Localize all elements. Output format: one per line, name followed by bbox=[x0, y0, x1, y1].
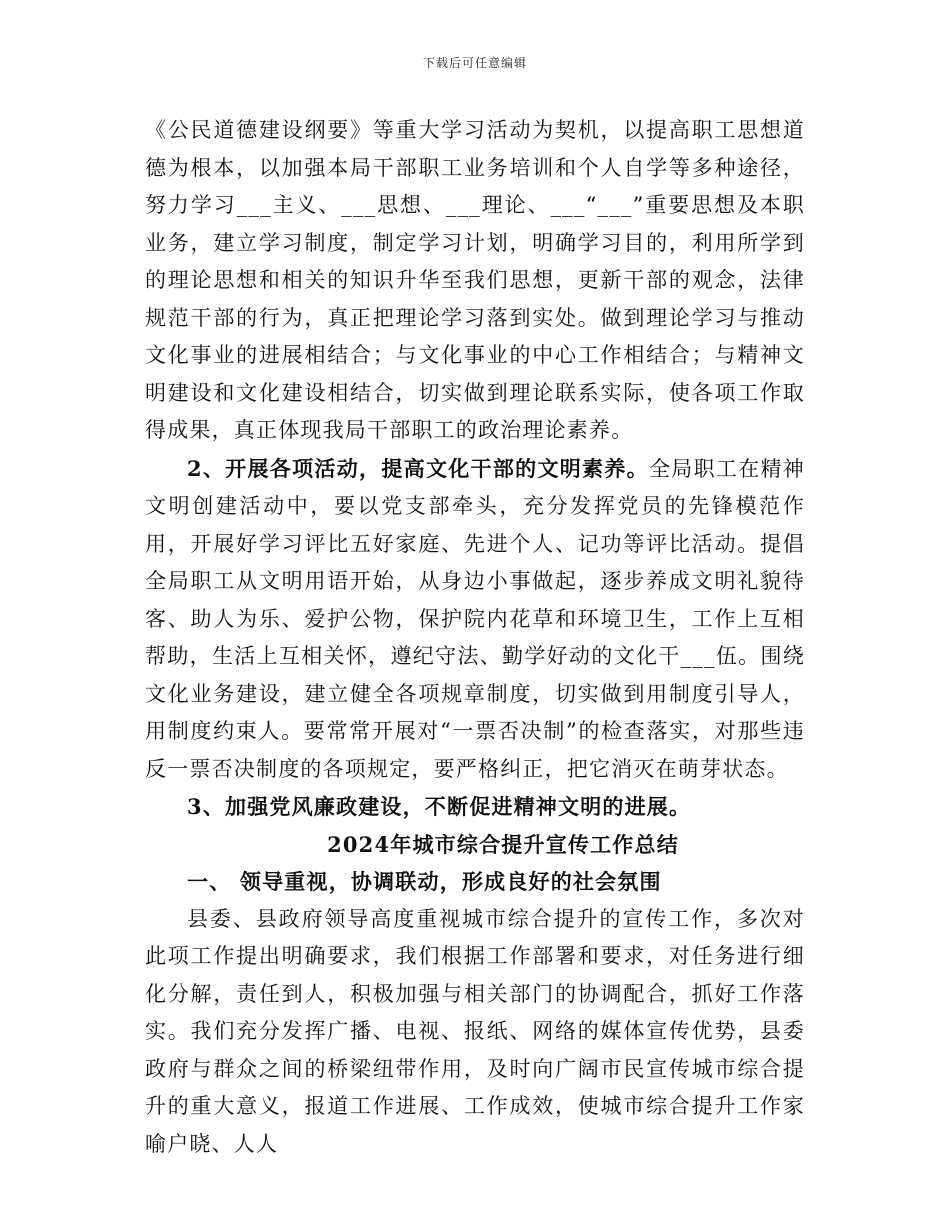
paragraph-integrity-heading: 3、加强党风廉政建设，不断促进精神文明的进展。 bbox=[187, 794, 692, 819]
section-heading-1: 一、 领导重视，协调联动，形成良好的社会氛围 bbox=[187, 869, 662, 894]
page-header-note: 下载后可任意编辑 bbox=[422, 56, 527, 70]
document-title: 2024年城市综合提升宣传工作总结 bbox=[327, 831, 679, 857]
paragraph-activities-heading: 2、开展各项活动，提高文化干部的文明素养。 bbox=[187, 455, 649, 481]
paragraph-activities bbox=[145, 450, 805, 789]
paragraph-study: 《公民道德建设纲要》等重大学习活动为契机，以提高职工思想道德为根本，以加强本局干部职工业务培训和个人自学等多种途径，努力学习___主义、___思想、___理论、___“___”重要思想及本职业务，建立学习制度，制定学习计划，明确学习目的，利用所学到的理论思想和相关的知识升华至我们思想，更新干部的观念，法律规范干部的行为，真正把理论学习落到实处。做到理论学习与推动文化事业的进展相结合；与文化事业的中心工作相结合；与精神文明建设和文化建设相结合，切实做到理论联系实际，使各项工作取得成果，真正体现我局干部职工的政治理论素养。 bbox=[145, 118, 805, 442]
paragraph-section1: 县委、县政府领导高度重视城市综合提升的宣传工作，多次对此项工作提出明确要求，我们根据工作部署和要求，对任务进行细化分解，责任到人，积极加强与相关部门的协调配合，抓好工作落实。我们充分发挥广播、电视、报纸、网络的媒体宣传优势，县委政府与群众之间的桥梁纽带作用，及时向广阔市民宣传城市综合提升的重大意义，报道工作进展、工作成效，使城市综合提升工作家喻户晓、人人 bbox=[145, 906, 805, 1156]
document-body bbox=[145, 112, 805, 1163]
paragraph-activities-text: 全局职工在精神文明创建活动中，要以党支部牵头，充分发挥党员的先锋模范作用，开展好学习评比五好家庭、先进个人、记功等评比活动。提倡全局职工从文明用语开始，从身边小事做起，逐步养成文明礼貌待客、助人为乐、爱护公物，保护院内花草和环境卫生，工作上互相帮助，生活上互相关怀，遵纪守法、勤学好动的文化干___伍。围绕文化业务建设，建立健全各项规章制度，切实做到用制度引导人，用制度约束人。要常常开展对“一票否决制”的检查落实，对那些违反一票否决制度的各项规定，要严格纠正，把它消灭在萌芽状态。 bbox=[145, 456, 806, 781]
